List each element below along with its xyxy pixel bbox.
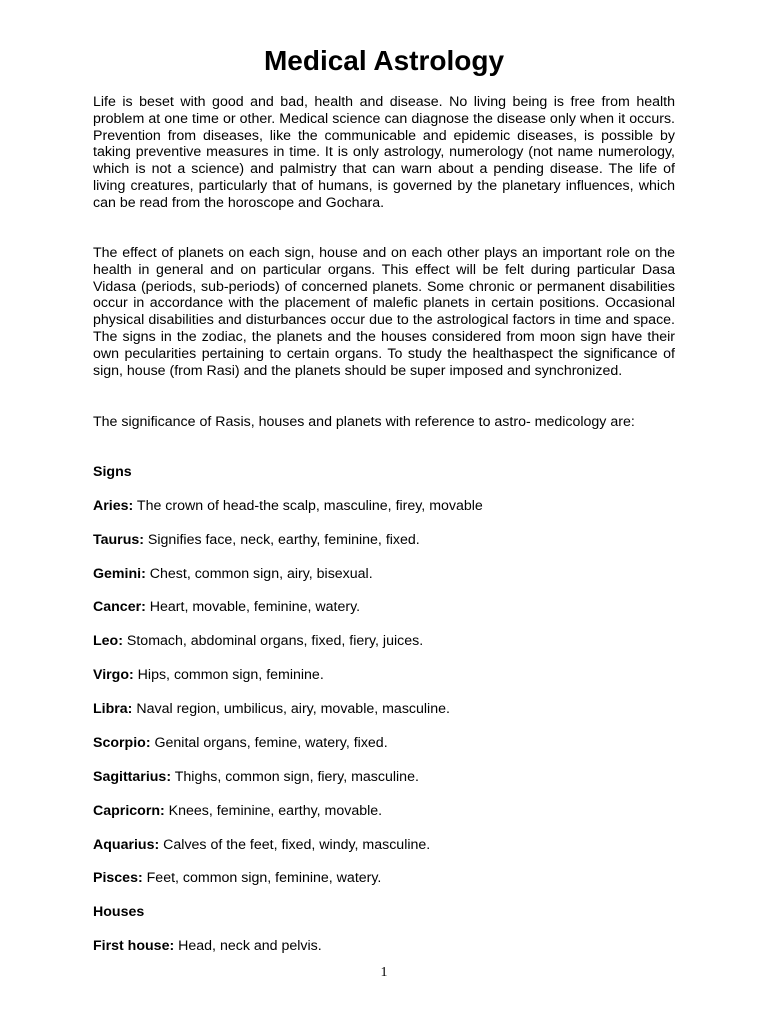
sign-entry-pisces (93, 870, 693, 887)
house-description: Head, neck and pelvis. (174, 938, 322, 954)
sign-entry-gemini (93, 566, 693, 583)
sign-entry-capricorn (93, 803, 693, 820)
sign-name: Scorpio: (93, 735, 151, 751)
sign-description: The crown of head-the scalp, masculine, firey, movable (133, 498, 483, 514)
page-number: 1 (380, 965, 388, 980)
sign-description: Knees, feminine, earthy, movable. (164, 803, 383, 819)
sign-description: Signifies face, neck, earthy, feminine, fixed. (143, 532, 420, 548)
sign-entry-cancer (93, 599, 693, 616)
sign-name: Aquarius: (93, 837, 160, 853)
sign-description: Naval region, umbilicus, airy, movable, masculine. (132, 701, 450, 717)
sign-description: Calves of the feet, fixed, windy, masculine. (159, 837, 431, 853)
houses-heading: Houses (93, 904, 145, 920)
sign-entry-scorpio (93, 735, 693, 752)
sign-name: Leo: (93, 633, 123, 649)
sign-description: Stomach, abdominal organs, fixed, fiery, juices. (122, 633, 424, 649)
sign-description: Chest, common sign, airy, bisexual. (145, 566, 373, 582)
sign-description: Heart, movable, feminine, watery. (145, 599, 361, 615)
house-entry-first (93, 938, 693, 955)
sign-description: Genital organs, femine, watery, fixed. (150, 735, 388, 751)
sign-entry-virgo (93, 667, 693, 684)
sign-name: Pisces: (93, 870, 143, 886)
sign-name: Taurus: (93, 532, 144, 548)
sign-name: Virgo: (93, 667, 134, 683)
sign-name: Gemini: (93, 566, 146, 582)
sign-description: Feet, common sign, feminine, watery. (142, 870, 382, 886)
page-title: Medical Astrology (263, 45, 505, 76)
planets-effect-paragraph: The effect of planets on each sign, house and on each other plays an important role on the health in general and on particular organs. This effect will be felt during particular Dasa Vidasa (periods, sub-periods) of concerned planets. Some chronic or permanent disabilities occur in accordance with the placement of malefic planets in certain positions. Occasional physical disabilities and disturbances occur due to the astrological factors in time and space. The signs in the zodiac, the planets and the houses considered from moon sign have their own pecularities pertaining to certain organs. To study the healthaspect the significance of sign, house (from Rasi) and the planets should be super imposed and synchronized. (93, 245, 675, 379)
sign-name: Aries: (93, 498, 134, 514)
sign-name: Libra: (93, 701, 133, 717)
house-name: First house: (93, 938, 175, 954)
sign-description: Thighs, common sign, fiery, masculine. (171, 769, 419, 785)
sign-name: Cancer: (93, 599, 146, 615)
sign-entry-aquarius (93, 837, 693, 854)
sign-name: Sagittarius: (93, 769, 172, 785)
significance-paragraph: The significance of Rasis, houses and planets with reference to astro- medicology are: (93, 414, 635, 430)
sign-entry-sagittarius (93, 769, 693, 786)
sign-description: Hips, common sign, feminine. (133, 667, 324, 683)
sign-entry-libra (93, 701, 693, 718)
sign-entry-aries (93, 498, 693, 515)
sign-name: Capricorn: (93, 803, 165, 819)
sign-entry-leo (93, 633, 693, 650)
sign-entry-taurus (93, 532, 693, 549)
signs-heading: Signs (93, 464, 132, 480)
intro-paragraph: Life is beset with good and bad, health and disease. No living being is free from health problem at one time or other. Medical science can diagnose the disease only when it occurs. Prevention from diseases, like the communicable and epidemic diseases, is possible by taking preventive measures in time. It is only astrology, numerology (not name numerology, which is not a science) and palmistry that can warn about a pending disease. The life of living creatures, particularly that of humans, is governed by the planetary influences, which can be read from the horoscope and Gochara. (93, 94, 675, 211)
